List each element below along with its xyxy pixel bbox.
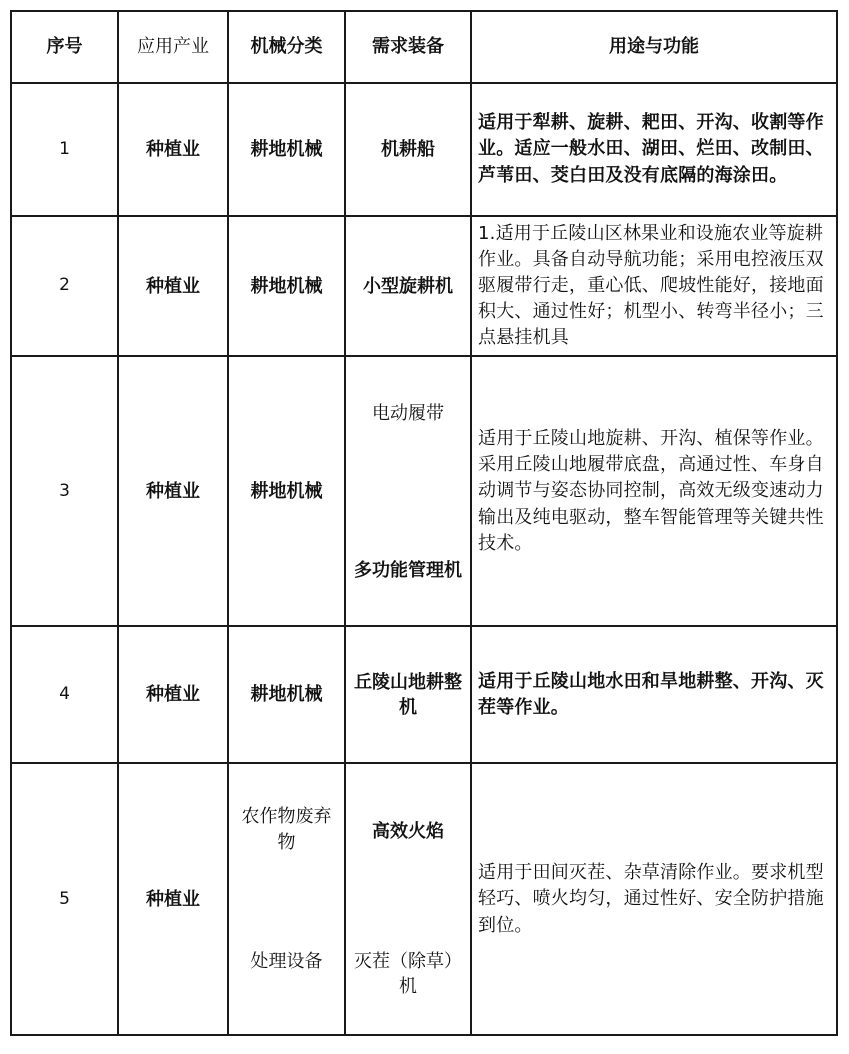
category-line: 农作物废弃物 [241,806,332,853]
equipment-table [10,10,838,1036]
row-equipment [345,356,471,626]
header-no: 序号 [11,11,118,83]
equipment-line: 电动履带 [372,403,444,425]
category-line: 处理设备 [250,951,323,973]
equipment-line: 多功能管理机 [354,560,462,582]
row-usage: 适用于丘陵山地旋耕、开沟、植保等作业。采用丘陵山地履带底盘，高通过性、车身自动调节与姿态协同控制，高效无级变速动力输出及纯电驱动，整车智能管理等关键共性技术。 [471,356,837,626]
header-usage: 用途与功能 [471,11,837,83]
equipment-line: 高效火焰 [372,821,444,843]
table-row [11,216,837,356]
row-equipment [345,763,471,1035]
row-industry: 种植业 [118,763,228,1035]
row-no: 2 [11,216,118,356]
row-usage: 适用于丘陵山地水田和旱地耕整、开沟、灭茬等作业。 [471,626,837,763]
table-row [11,83,837,216]
row-category: 耕地机械 [228,626,345,763]
row-category: 耕地机械 [228,83,345,216]
header-row [11,11,837,83]
row-category: 耕地机械 [228,216,345,356]
row-no: 1 [11,83,118,216]
row-no: 3 [11,356,118,626]
row-usage: 适用于犁耕、旋耕、耙田、开沟、收割等作业。适应一般水田、湖田、烂田、改制田、芦苇田、茭白田及没有底隔的海涂田。 [471,83,837,216]
row-category: 耕地机械 [228,356,345,626]
row-industry: 种植业 [118,216,228,356]
header-category: 机械分类 [228,11,345,83]
row-usage: 1.适用于丘陵山区林果业和设施农业等旋耕作业。具备自动导航功能；采用电控液压双驱履带行走，重心低、爬坡性能好，接地面积大、通过性好；机型小、转弯半径小；三点悬挂机具 [471,216,837,356]
row-usage: 适用于田间灭茬、杂草清除作业。要求机型轻巧、喷火均匀，通过性好、安全防护措施到位。 [471,763,837,1035]
row-equipment: 机耕船 [345,83,471,216]
row-no: 5 [11,763,118,1035]
row-equipment: 丘陵山地耕整机 [345,626,471,763]
table-row [11,763,837,1035]
row-equipment: 小型旋耕机 [345,216,471,356]
table-row [11,356,837,626]
header-industry: 应用产业 [118,11,228,83]
row-no: 4 [11,626,118,763]
row-industry: 种植业 [118,83,228,216]
row-category [228,763,345,1035]
header-equipment: 需求装备 [345,11,471,83]
row-industry: 种植业 [118,356,228,626]
row-industry: 种植业 [118,626,228,763]
equipment-line: 灭茬（除草）机 [354,951,462,998]
table-row [11,626,837,763]
